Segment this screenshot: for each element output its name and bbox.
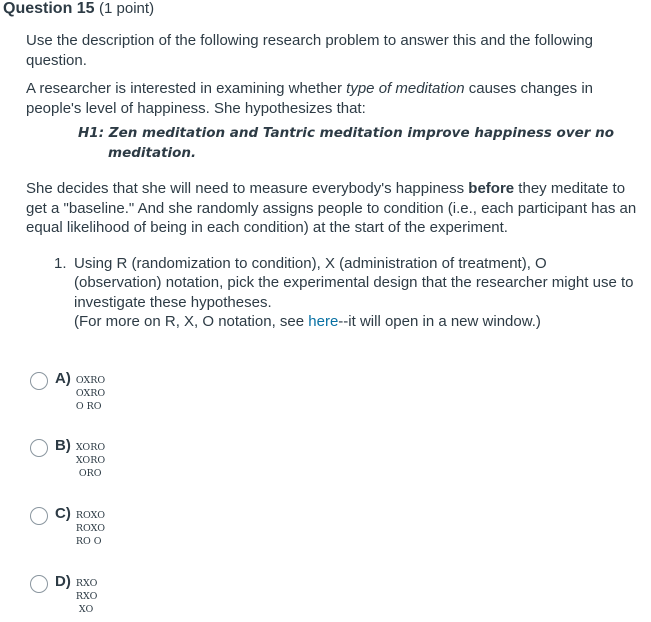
item-more-pre: (For more on R, X, O notation, see [74,313,309,330]
baseline-text [26,179,638,238]
option-c[interactable] [30,504,105,548]
option-d[interactable] [30,572,97,616]
baseline-text-bold: before [468,180,515,197]
option-b-label: B) [55,437,71,454]
researcher-text-emphasis: type of meditation [346,80,465,97]
option-b-radio[interactable] [30,439,48,457]
question-title: Question 15 [3,0,95,17]
option-c-line-3: RO O [75,536,102,547]
option-a-line-1: OXRO [75,375,106,386]
option-a-radio[interactable] [30,372,48,390]
here-link[interactable]: here [308,313,339,330]
option-b-line-3: ORO [75,468,102,479]
option-d-line-3: XO [75,604,94,615]
option-c-radio[interactable] [30,507,48,525]
option-a-line-2: OXRO [75,388,106,399]
question-body [26,31,638,332]
option-d-radio[interactable] [30,575,48,593]
option-a-label: A) [55,370,71,387]
option-c-line-1: ROXO [75,510,105,521]
option-b-line-2: XORO [75,455,106,466]
item-number: 1. [54,254,67,272]
hypothesis-text: H1: Zen meditation and Tantric meditation improve happiness over no meditation. [78,125,615,161]
baseline-text-post: they meditate to get a "baseline." And she randomly assigns people to condition (i.e., each participant has an equal likelihood of being in each condition) at the start of the experiment. [26,180,637,236]
option-c-label: C) [55,505,71,522]
option-b-line-1: XORO [75,442,106,453]
intro-text: Use the description of the following research problem to answer this and the following question. [26,32,593,69]
option-c-design [76,509,105,548]
option-d-design [76,577,98,616]
option-c-line-2: ROXO [75,523,105,534]
item-text: Using R (randomization to condition), X (administration of treatment), O (observation) notation, pick the experimental design that the researcher might use to investigate these hypotheses. [74,254,634,311]
option-d-line-2: RXO [75,591,98,602]
option-a-line-3: O RO [75,401,102,412]
option-d-line-1: RXO [75,578,98,589]
item-more-post: --it will open in a new window.) [338,313,541,330]
numbered-item [54,254,634,332]
option-a[interactable] [30,369,105,413]
researcher-text-pre: A researcher is interested in examining whether [26,80,347,97]
researcher-text-post: causes changes in people's level of happiness. She hypothesizes that: [26,80,593,117]
question-points: (1 point) [99,0,155,17]
researcher-text [26,79,638,118]
item-more [74,312,634,332]
option-a-design [76,374,105,413]
option-b[interactable] [30,436,105,480]
option-b-design [76,441,105,480]
option-d-label: D) [55,573,71,590]
question-header [3,0,154,18]
baseline-text-pre: She decides that she will need to measure everybody's happiness [26,180,469,197]
